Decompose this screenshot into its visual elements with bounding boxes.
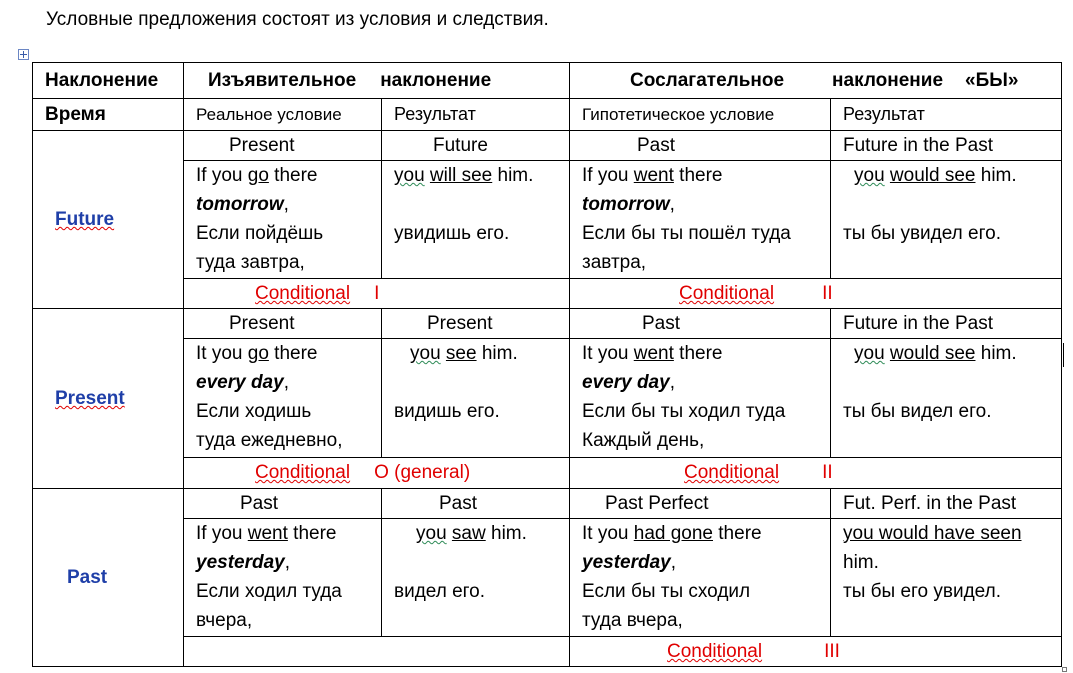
past-cell-real: If you went there yesterday, Если ходил туда вчера, xyxy=(184,519,382,637)
present-cell-hypothetical: It you went there every day, Если бы ты ходил туда Каждый день, xyxy=(570,339,831,458)
header-row-time xyxy=(33,99,1062,131)
future-conditional-row xyxy=(33,279,1062,309)
table-move-handle-icon[interactable] xyxy=(18,49,29,60)
past-example-row xyxy=(33,519,1062,637)
result-header-2: Результат xyxy=(831,99,1062,131)
future-t3: Past xyxy=(570,131,831,161)
present-t3: Past xyxy=(570,309,831,339)
future-cell-hypothetical: If you went there tomorrow, Если бы ты пошёл туда завтра, xyxy=(570,161,831,279)
table-resize-handle[interactable] xyxy=(1062,667,1067,672)
future-tense-row xyxy=(33,131,1062,161)
text-cursor xyxy=(1063,343,1064,367)
present-conditional-row xyxy=(33,458,1062,489)
past-cell-hypothetical: It you had gone there yesterday, Если бы ты сходил туда вчера, xyxy=(570,519,831,637)
past-cell-result: you saw him. видел его. xyxy=(382,519,570,637)
present-label: Present xyxy=(33,309,184,489)
present-conditional-left: Conditional O (general) xyxy=(184,458,570,489)
present-example-row xyxy=(33,339,1062,458)
hypothetical-condition-header: Гипотетическое условие xyxy=(570,99,831,131)
past-t4: Fut. Perf. in the Past xyxy=(831,489,1062,519)
subjunctive-word: Сослагательное xyxy=(630,70,785,91)
present-cell-result-2: you would see him. ты бы видел его. xyxy=(831,339,1062,458)
present-t1: Present xyxy=(184,309,382,339)
by-word: «БЫ» xyxy=(965,70,1019,91)
conditionals-table xyxy=(32,62,1062,667)
past-t1: Past xyxy=(184,489,382,519)
present-conditional-right: Conditional II xyxy=(570,458,1062,489)
subjunctive-mood-header xyxy=(570,63,1062,99)
past-t3: Past Perfect xyxy=(570,489,831,519)
time-label: Время xyxy=(33,99,184,131)
future-conditional-left: Conditional I xyxy=(184,279,570,309)
present-t2: Present xyxy=(382,309,570,339)
intro-text: Условные предложения состоят из условия и следствия. xyxy=(46,9,549,30)
future-t4: Future in the Past xyxy=(831,131,1062,161)
future-cell-result: you will see him. увидишь его. xyxy=(382,161,570,279)
future-t1: Present xyxy=(184,131,382,161)
future-cell-real: If you go there tomorrow, Если пойдёшь туда завтра, xyxy=(184,161,382,279)
future-t2: Future xyxy=(382,131,570,161)
future-conditional-right: Conditional II xyxy=(570,279,1062,309)
past-t2: Past xyxy=(382,489,570,519)
indicative-mood-header xyxy=(184,63,570,99)
future-cell-result-2: you would see him. ты бы увидел его. xyxy=(831,161,1062,279)
past-label: Past xyxy=(33,489,184,667)
mood-word-2: наклонение xyxy=(832,70,944,91)
indicative-word: Изъявительное xyxy=(208,70,357,91)
present-t4: Future in the Past xyxy=(831,309,1062,339)
past-conditional-left-empty xyxy=(184,637,570,667)
result-header-1: Результат xyxy=(382,99,570,131)
past-conditional-right: Conditional III xyxy=(570,637,1062,667)
mood-word: наклонение xyxy=(380,70,492,91)
past-tense-row xyxy=(33,489,1062,519)
present-cell-real: It you go there every day, Если ходишь туда ежедневно, xyxy=(184,339,382,458)
present-cell-result: you see him. видишь его. xyxy=(382,339,570,458)
header-row-mood xyxy=(33,63,1062,99)
present-tense-row xyxy=(33,309,1062,339)
future-example-row xyxy=(33,161,1062,279)
past-conditional-row xyxy=(33,637,1062,667)
past-cell-result-2: you would have seen him. ты бы его увидел. xyxy=(831,519,1062,637)
future-label: Future xyxy=(33,131,184,309)
real-condition-header: Реальное условие xyxy=(184,99,382,131)
mood-label: Наклонение xyxy=(33,63,184,99)
